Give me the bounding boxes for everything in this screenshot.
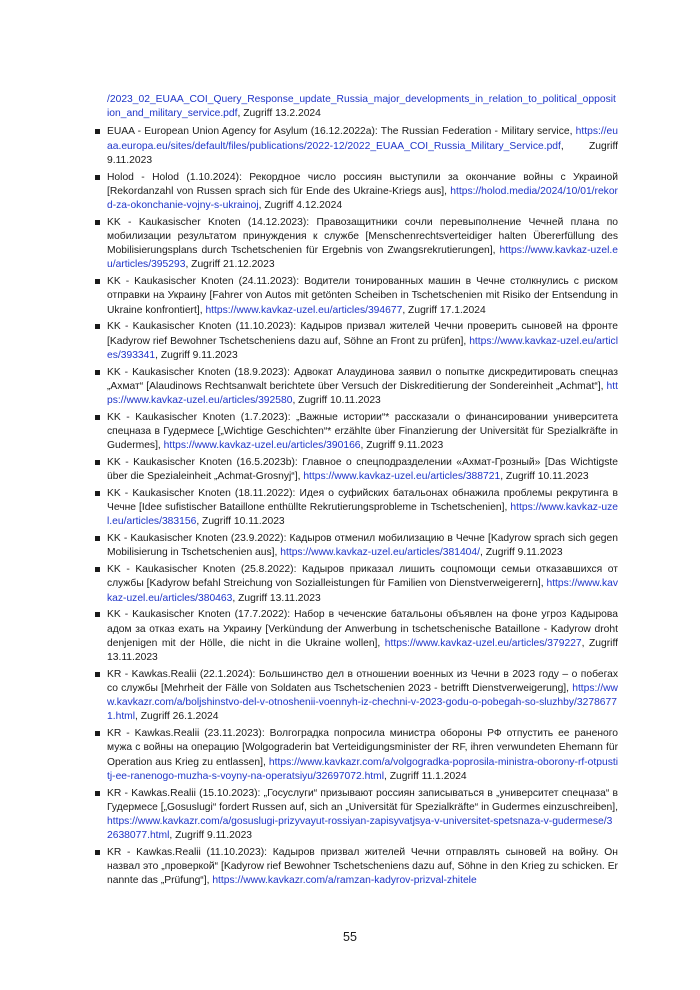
reference-text: KK - Kaukasischer Knoten (25.8.2022): Кадыров приказал лишить соцпомощи семьи отказавшихся от службы [Kadyrow befahl Streichung von Sozialleistungen für Familien von Dienstverweigerern], [107,564,618,590]
reference-link[interactable]: https://euaa.europa.eu/sites/default/files/publications/2022-12/2022_EUAA_COI_Russia_Military_Service.pdf [107,126,618,152]
reference-text: Holod - Holod (1.10.2024): Рекордное число россиян выступили за окончание войны с Украиной [Rekordanzahl von Russen sprach sich für Ende des Ukraine-Kriegs aus], [107,171,618,197]
bullet-icon [95,220,100,225]
reference-entry [95,216,618,273]
bullet-icon [95,850,100,855]
reference-link[interactable]: https://www.kavkaz-uzel.eu/articles/388721 [303,471,501,483]
reference-link[interactable]: https://www.kavkaz-uzel.eu/articles/392580 [107,380,618,407]
bullet-icon [95,324,100,329]
reference-accessed: , Zugriff 9.11.2023 [155,349,238,361]
bullet-icon [95,567,100,572]
reference-entry [95,320,618,363]
reference-link[interactable]: https://www.kavkaz-uzel.eu/articles/390166 [163,440,361,452]
reference-text: KK - Kaukasischer Knoten (23.9.2022): Кадыров отменил мобилизацию в Чечне [Kadyrow sprach sich gegen Mobilisierung in Tschetschenien aus], [107,533,618,559]
reference-link[interactable]: https://www.kavkaz-uzel.eu/articles/381404/ [280,547,480,559]
reference-text: KK - Kaukasischer Knoten (18.11.2022): Идея о суфийских батальонах обнажила проблемы рекрутинга в Чечне [Idee sufistischer Bataillone enthüllte Rekrutierungsprobleme in Tschetschenien], [107,488,618,514]
reference-link[interactable]: https://www.kavkazr.com/a/gosuslugi-prizyvayut-rossiyan-zapisyvatjsya-v-universitet-spetsnaza-v-gudermese/32638077.html [107,816,613,842]
reference-entry [95,787,618,844]
bullet-icon [95,731,100,736]
reference-accessed: , Zugriff 9.11.2023 [107,140,618,166]
reference-accessed: , Zugriff 13.2.2024 [237,108,321,120]
reference-link[interactable]: https://www.kavkazr.com/a/ramzan-kadyrov-prizval-zhitele [212,875,477,887]
reference-accessed: , Zugriff 10.11.2023 [500,471,589,483]
bullet-icon [95,791,100,796]
reference-link[interactable]: https://www.kavkaz-uzel.eu/articles/395293 [107,245,618,271]
reference-text: KR - Kawkas.Realii (11.10.2023): Кадыров призвал жителей Чечни отправлять сыновей на войну. Он назвал это „проверкой“ [Kadyrow rief Bewohner Tschetscheniens dazu auf, Söhne in den Krieg zu schicken. Er nannte das „Prüfung“], [107,847,618,887]
reference-accessed: , Zugriff 26.1.2024 [135,711,219,723]
bullet-icon [95,612,100,617]
reference-accessed: , Zugriff 4.12.2024 [258,200,343,212]
reference-entry [95,668,618,725]
bullet-icon [95,672,100,677]
bullet-icon [95,415,100,420]
reference-link[interactable]: https://www.kavkaz-uzel.eu/articles/393341 [107,335,618,361]
reference-text: KK - Kaukasischer Knoten (1.7.2023): „Важные истории“* рассказали о финансировании университета спецназа в Гудермесе [„Wichtige Geschichten“* erzählte über Finanzierung der Universität für Spezialkräfte in Gudermes], [107,411,618,452]
reference-text: KK - Kaukasischer Knoten (24.11.2023): Водители тонированных машин в Чечне столкнулись с риском отправки на Украину [Fahrer von Autos mit getönten Scheiben in Tschetschenien mit Risiko der Entsendung in Ukraine konfrontiert], [107,276,618,316]
reference-entry [95,727,618,784]
bullet-icon [95,129,100,134]
reference-accessed: , Zugriff 13.11.2023 [232,592,321,604]
reference-entry [95,608,618,665]
reference-accessed: , Zugriff 21.12.2023 [185,259,275,271]
reference-text: EUAA - European Union Agency for Asylum (16.12.2022a): The Russian Federation - Military service, [107,126,576,138]
reference-link[interactable]: https://www.kavkazr.com/a/boljshinstvo-del-v-otnoshenii-voennyh-iz-chechni-v-2023-godu-o-pobegah-so-sluzhby/32786771.html [107,683,618,723]
reference-link[interactable]: https://www.kavkaz-uzel.eu/articles/380463 [107,578,618,604]
reference-link[interactable]: /2023_02_EUAA_COI_Query_Response_update_Russia_major_developments_in_relation_to_political_opposition_and_military_service.pdf [107,94,616,120]
reference-entry [95,532,618,560]
bullet-icon [95,370,100,375]
reference-entry [95,366,618,409]
reference-accessed: , Zugriff 9.11.2023 [169,830,253,842]
reference-entry [95,563,618,606]
reference-accessed: , Zugriff 11.1.2024 [384,770,467,782]
reference-entry [95,411,618,454]
reference-link[interactable]: https://www.kavkazr.com/a/volgogradka-poprosila-ministra-oborony-rf-otpustitj-ee-ranenogo-muzha-s-voyny-na-operatsiyu/32697072.html [107,756,618,782]
reference-accessed: , Zugriff 13.11.2023 [107,637,618,664]
reference-entry [95,275,618,318]
reference-accessed: , Zugriff 9.11.2023 [480,547,563,559]
reference-link[interactable]: https://www.kavkaz-uzel.eu/articles/383156 [107,502,618,528]
reference-text: KK - Kaukasischer Knoten (11.10.2023): Кадыров призвал жителей Чечни проверить сыновей на фронте [Kadyrow rief Bewohner Tschetscheniens dazu auf, Söhne an Front zu prüfen], [107,321,618,347]
reference-entry [95,456,618,484]
reference-entry [95,846,618,889]
reference-entry [95,171,618,214]
reference-entry [95,487,618,530]
reference-accessed: , Zugriff 10.11.2023 [292,395,381,407]
reference-text: KR - Kawkas.Realii (15.10.2023): „Госуслуги“ призывают россиян записываться в „университет спецназа“ в Гудермесе [„Gosuslugi“ fordert Russen auf, sich an „Universität für Spezialkräfte“ in Gudermes einzuschreiben], [107,787,618,813]
bullet-icon [95,491,100,496]
reference-accessed: , Zugriff 9.11.2023 [360,440,444,452]
reference-text: KR - Kawkas.Realii (22.1.2024): Большинство дел в отношении военных из Чечни в 2023 году – о побегах со службы [Mehrheit der Fälle von Soldaten aus Tschetschenien 2023 - betrifft Dienstverweigerung], [107,668,618,695]
reference-entry-continued [95,93,618,121]
bullet-icon [95,279,100,284]
reference-link[interactable]: https://holod.media/2024/10/01/rekord-za-okonchanie-vojny-s-ukrainoj [107,185,618,212]
reference-text: KK - Kaukasischer Knoten (14.12.2023): Правозащитники сочли перевыполнение Чечней плана по мобилизации результатом принуждения к службе [Menschenrechtsverteidiger halten Übererfüllung des Mobilisierungsplans durch Tschetschenien für Ergebnis von Zwangsrekrutierungen], [107,216,618,257]
bullet-icon [95,536,100,541]
bullet-icon [95,175,100,180]
reference-accessed: , Zugriff 10.11.2023 [196,516,285,528]
reference-link[interactable]: https://www.kavkaz-uzel.eu/articles/394677 [205,304,403,316]
reference-accessed: , Zugriff 17.1.2024 [402,304,486,316]
bullet-icon [95,460,100,465]
reference-list [95,93,618,891]
reference-text: KK - Kaukasischer Knoten (18.9.2023): Адвокат Алаудинова заявил о попытке дискредитировать спецназ „Ахмат“ [Alaudinows Rechtsanwalt berichtete über Versuch der Diskreditierung der Sondereinheit „Achmat“], [107,366,618,392]
reference-text: KK - Kaukasischer Knoten (16.5.2023b): Главное о спецподразделении «Ахмат-Грозный» [Das Wichtigste über die Spezialeinheit „Achmat-Grosnyj“], [107,457,618,483]
reference-entry [95,125,618,168]
reference-text: KR - Kawkas.Realii (23.11.2023): Волгоградка попросила министра обороны РФ отпустить ее раненого мужа с войны на операцию [Wolgograderin bat Verteidigungsminister der RF, ihren verwundeten Ehemann für Operation aus Krieg zu entlassen], [107,728,618,768]
page-number: 55 [343,930,357,944]
reference-text: KK - Kaukasischer Knoten (17.7.2022): Набор в чеченские батальоны объявлен на фоне угроз Кадырова адом за отказ ехать на Украину [Verkündung der Anwerbung in tschetschenische Bataillone - Kadyrow droht denjenigen mit der Hölle, die nicht in die Ukraine wollen], [107,609,618,649]
reference-link[interactable]: https://www.kavkaz-uzel.eu/articles/379227 [384,637,582,649]
